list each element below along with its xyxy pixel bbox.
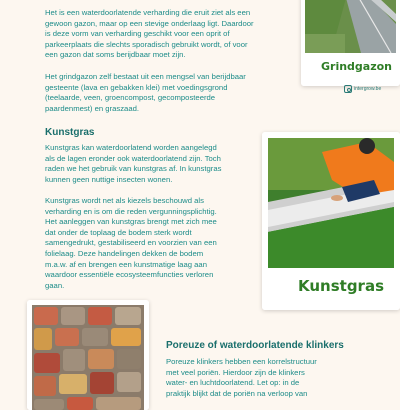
instagram-icon <box>344 85 352 93</box>
kunstgras-paragraph-2: Kunstgras wordt net als kiezels beschouwd als verharding en is om die reden vergunningsplichtig. Het aanleggen van kunstgras brengt met zich mee dat onder de toplaag de bodem sterk wordt samengedrukt, gestabiliseerd en voorzien van een folielaag. Deze handelingen dekken de bodem m.a.w. af en brengen een kunstmatige laag aan waardoor essentiële ecosysteemfuncties verloren gaan. <box>45 196 217 290</box>
grindgazon-caption: Grindgazon <box>321 60 393 73</box>
kunstgras-paragraph-1: Kunstgras kan waterdoorlatend worden aangelegd als de lagen eronder ook waterdoorlatend zijn. Toch raden we het gebruik van kunstgras af. In kunstgras kunnen geen nuttige insecten wonen. <box>45 143 222 184</box>
grindgazon-photo-card <box>301 0 400 86</box>
intro-paragraph-2: Het grindgazon zelf bestaat uit een mengsel van berijdbaar gesteente (lava en gebakken klei) met voedingsgrond (teelaarde, veen, groencompost, gecomposteerde paardenmest) en graszaad. <box>45 72 246 113</box>
intro-paragraph-1: Het is een waterdoorlatende verharding die eruit ziet als een gewoon gazon, maar op een stevige onderlaag ligt. Daardoor is deze vorm van verharding geschikt voor een oprit of parkeerplaats die slechts sporadisch gebruikt wordt, of voor een gazon dat soms berijdbaar moet zijn. <box>45 8 254 60</box>
kunstgras-photo-card <box>262 132 400 310</box>
kunstgras-heading: Kunstgras <box>45 127 95 138</box>
kunstgras-caption: Kunstgras <box>298 277 385 295</box>
photo-credit <box>344 85 381 93</box>
klinkers-photo <box>27 300 149 410</box>
klinkers-photo-card <box>27 300 149 410</box>
photo-credit-text: intergrow.be <box>354 86 382 92</box>
klinkers-paragraph: Poreuze klinkers hebben een korrelstructuur met veel poriën. Hierdoor zijn de klinkers water- en luchtdoorlatend. Let op: in de praktijk blijkt dat de poriën na verloop van <box>166 357 317 398</box>
grindgazon-photo <box>301 0 400 86</box>
klinkers-heading: Poreuze of waterdoorlatende klinkers <box>166 340 344 351</box>
